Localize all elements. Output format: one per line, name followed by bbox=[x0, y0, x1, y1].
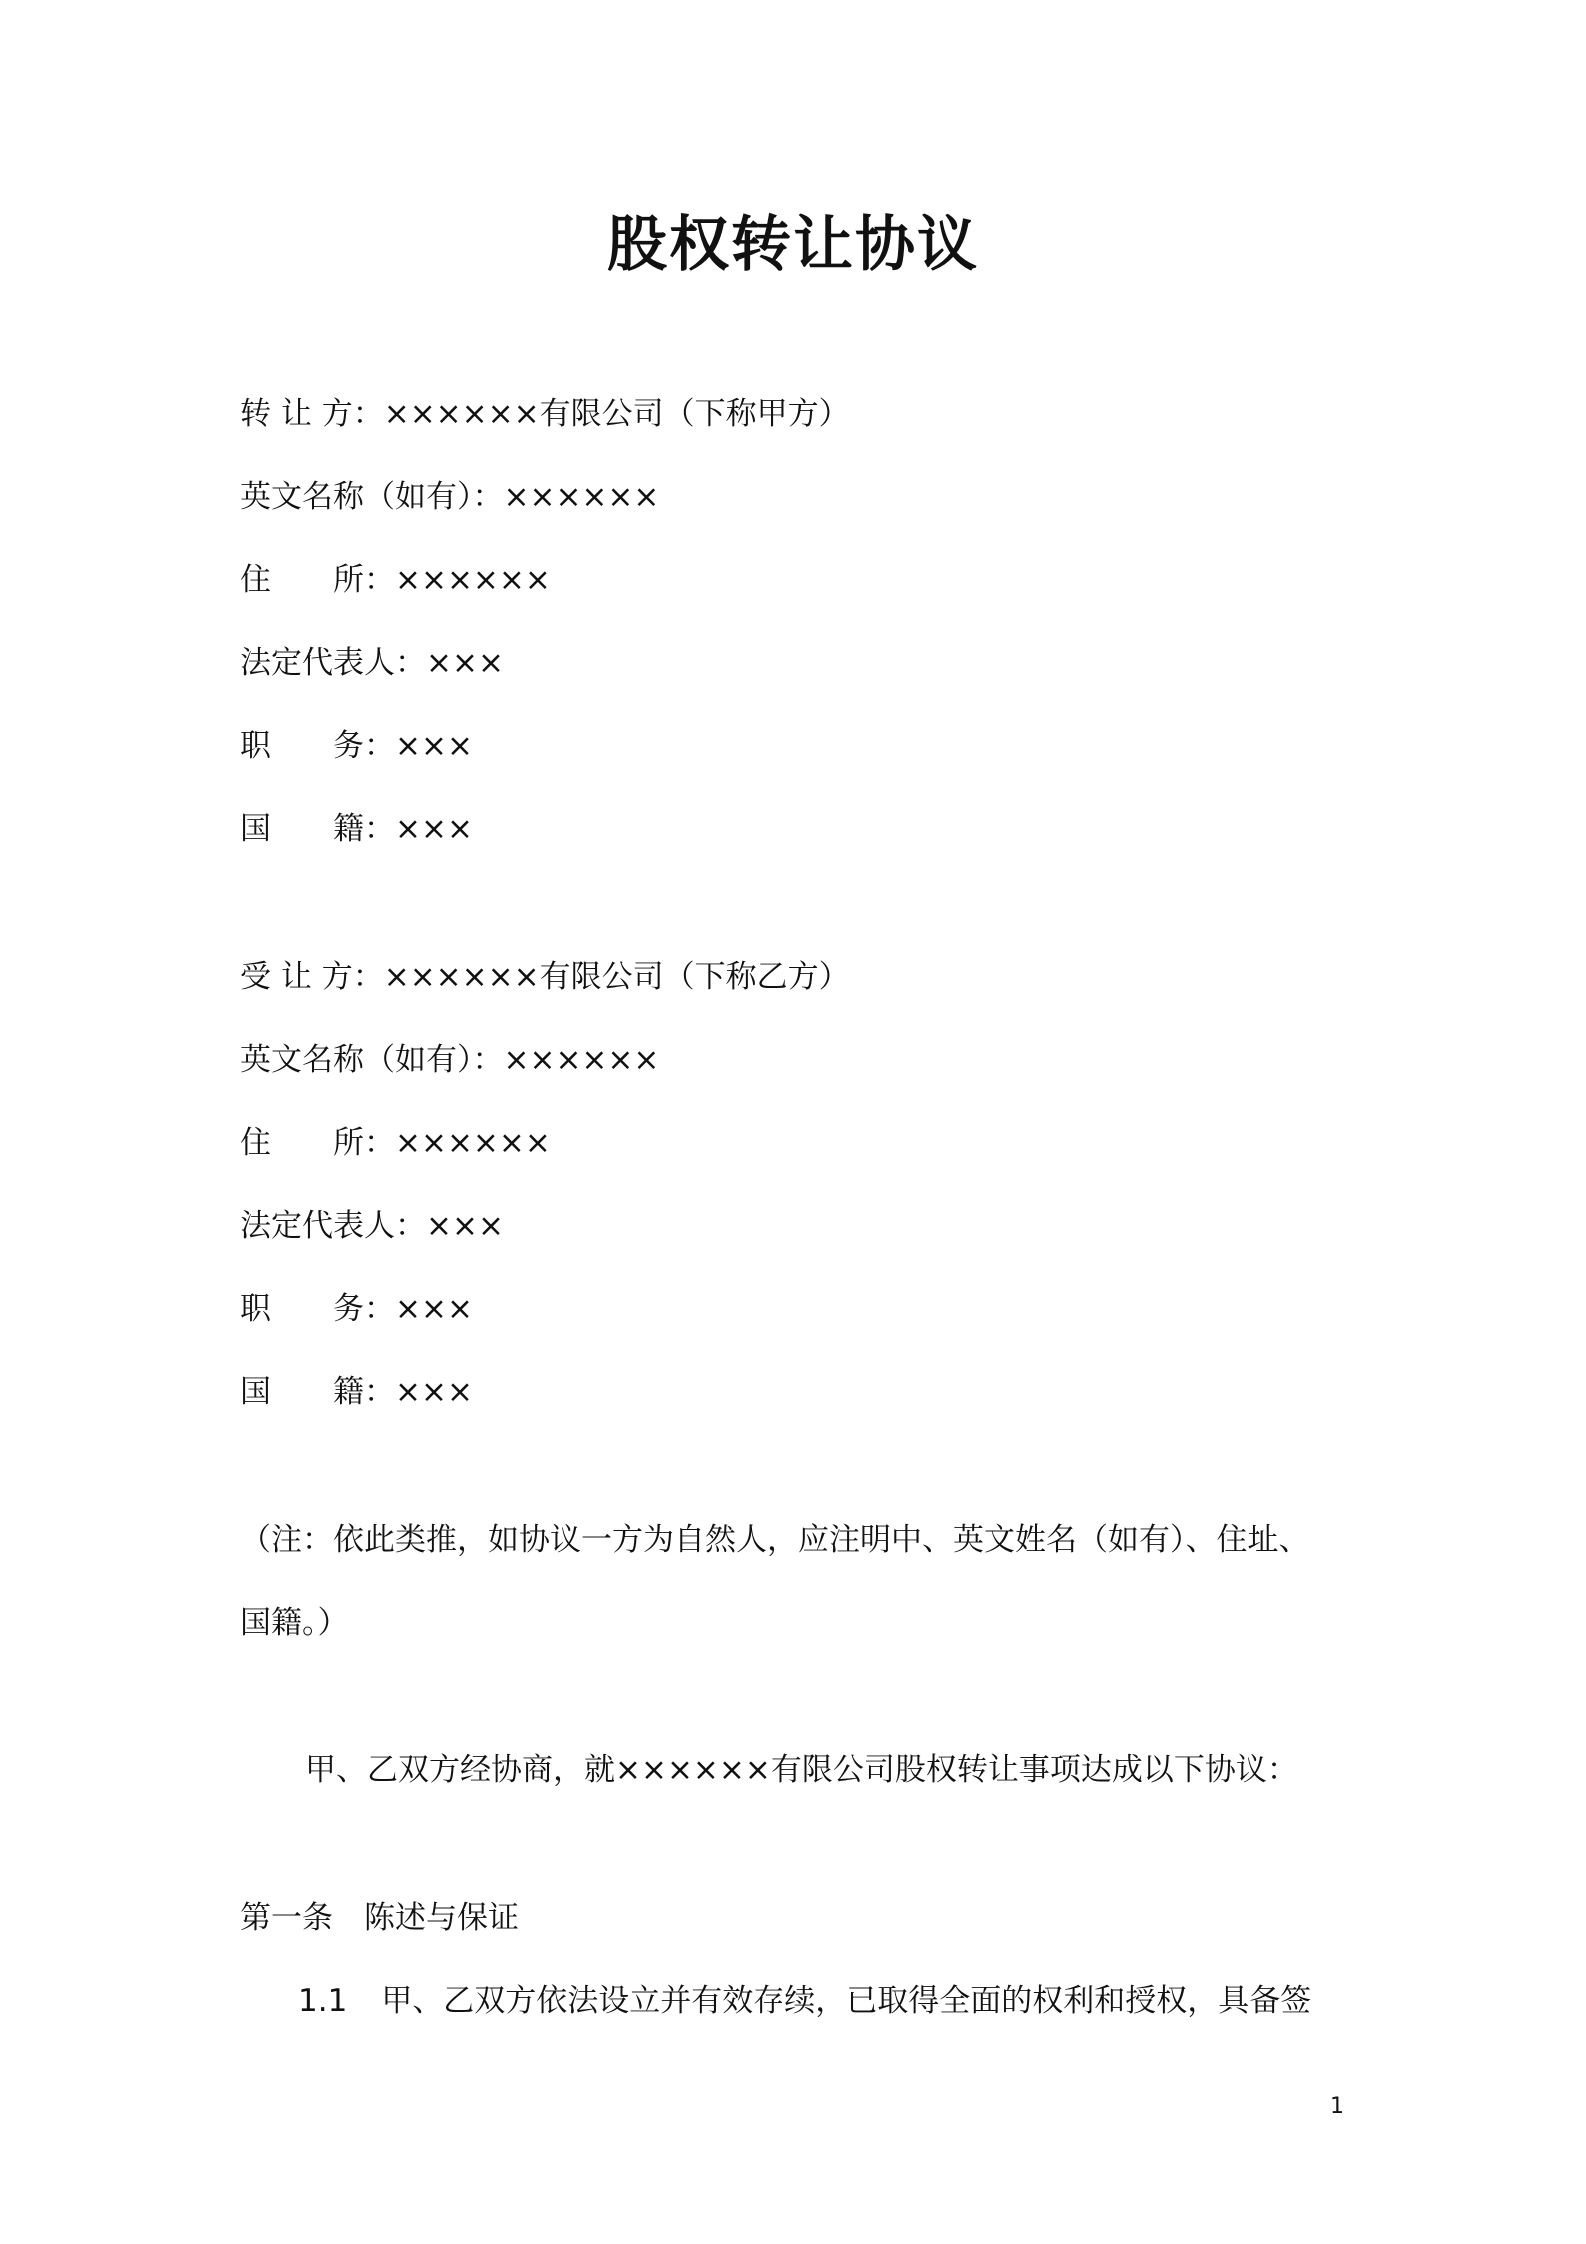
colon: ： bbox=[352, 396, 384, 432]
party-a-address-value: ×××××× bbox=[395, 562, 551, 598]
party-b-nationality-line bbox=[240, 1370, 473, 1414]
colon: ： bbox=[364, 811, 395, 847]
party-a-english-name-label: 英文名称（如有） bbox=[240, 479, 473, 515]
party-a-english-name-value: ×××××× bbox=[503, 479, 660, 515]
party-b-nationality-value: ××× bbox=[395, 1374, 473, 1410]
party-a-legal-rep-value: ××× bbox=[426, 645, 504, 681]
colon: ： bbox=[395, 1208, 426, 1244]
party-a-role-label: 转 让 方 bbox=[240, 396, 353, 432]
party-b-position-label: 职 务 bbox=[240, 1291, 364, 1327]
party-b-address-value: ×××××× bbox=[395, 1125, 551, 1161]
preamble: 甲、乙双方经协商，就××××××有限公司股权转让事项达成以下协议： bbox=[305, 1752, 1298, 1788]
party-a-nationality-label: 国 籍 bbox=[240, 811, 364, 847]
party-b-nationality-label: 国 籍 bbox=[240, 1374, 364, 1410]
party-b-position-value: ××× bbox=[395, 1291, 473, 1327]
party-a-position-line bbox=[240, 724, 473, 768]
party-b-role-label: 受 让 方 bbox=[240, 959, 353, 995]
party-b-role-value: ××××××有限公司（下称乙方） bbox=[383, 959, 850, 995]
page-number: 1 bbox=[1330, 2094, 1344, 2119]
party-a-english-name-line bbox=[240, 475, 659, 519]
party-a-nationality-value: ××× bbox=[395, 811, 473, 847]
party-a-position-value: ××× bbox=[395, 728, 473, 764]
colon: ： bbox=[472, 479, 504, 515]
party-a-address-line bbox=[240, 558, 551, 602]
colon: ： bbox=[364, 562, 395, 598]
party-b-legal-rep-label: 法定代表人 bbox=[240, 1208, 395, 1244]
note-line-2: 国籍。） bbox=[240, 1605, 349, 1641]
party-a-role-line bbox=[240, 392, 850, 436]
party-b-position-line bbox=[240, 1287, 473, 1331]
clause-1-1-number: 1.1 bbox=[298, 1983, 348, 2019]
party-b-english-name-label: 英文名称（如有） bbox=[240, 1042, 473, 1078]
party-a-legal-rep-line bbox=[240, 641, 504, 685]
article-1-heading: 第一条 陈述与保证 bbox=[240, 1900, 519, 1936]
party-b-address-label: 住 所 bbox=[240, 1125, 364, 1161]
party-a-legal-rep-label: 法定代表人 bbox=[240, 645, 395, 681]
note-line-1: （注：依此类推，如协议一方为自然人，应注明中、英文姓名（如有）、住址、 bbox=[240, 1522, 1310, 1558]
colon: ： bbox=[395, 645, 426, 681]
colon: ： bbox=[364, 1291, 395, 1327]
party-b-english-name-value: ×××××× bbox=[503, 1042, 660, 1078]
colon: ： bbox=[364, 1374, 395, 1410]
party-b-address-line bbox=[240, 1121, 551, 1165]
party-a-nationality-line bbox=[240, 807, 473, 851]
colon: ： bbox=[364, 728, 395, 764]
document-title: 股权转让协议 bbox=[607, 210, 979, 280]
clause-1-1-text: 甲、乙双方依法设立并有效存续，已取得全面的权利和授权，具备签 bbox=[381, 1983, 1312, 2019]
party-b-legal-rep-line bbox=[240, 1204, 504, 1248]
party-b-legal-rep-value: ××× bbox=[426, 1208, 504, 1244]
colon: ： bbox=[472, 1042, 504, 1078]
party-a-position-label: 职 务 bbox=[240, 728, 364, 764]
party-a-address-label: 住 所 bbox=[240, 562, 364, 598]
party-b-english-name-line bbox=[240, 1038, 659, 1082]
clause-1-1 bbox=[298, 1979, 1311, 2023]
party-a-role-value: ××××××有限公司（下称甲方） bbox=[383, 396, 850, 432]
party-b-role-line bbox=[240, 955, 850, 999]
colon: ： bbox=[352, 959, 384, 995]
colon: ： bbox=[364, 1125, 395, 1161]
